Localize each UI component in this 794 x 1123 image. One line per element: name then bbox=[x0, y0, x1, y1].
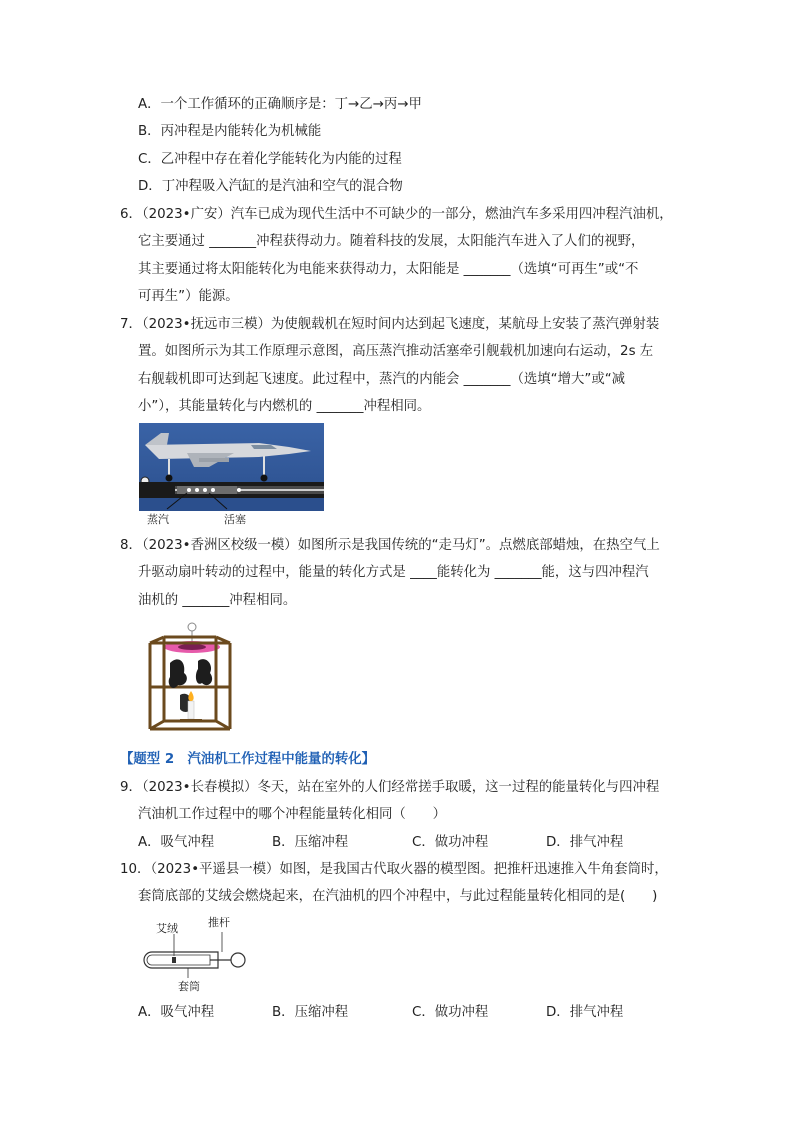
q9-line-2: 汽油机工作过程中的哪个冲程能量转化相同（ ） bbox=[138, 807, 446, 822]
moxa-label: 艾绒 bbox=[156, 922, 178, 935]
q6-line-1: 6．（2023•广安）汽车已成为现代生活中不可缺少的一部分，燃油汽车多采用四冲程汽油机， bbox=[120, 207, 673, 222]
q8-line-2: 升驱动扇叶转动的过程中，能量的转化方式是 ____能转化为 _______能，这与四冲程汽 bbox=[138, 565, 649, 580]
q9-option-a: A．吸气冲程 bbox=[138, 835, 215, 850]
q6-line-2: 它主要通过 _______冲程获得动力。随着科技的发展，太阳能汽车进入了人们的视野， bbox=[138, 234, 645, 249]
q8-line-1: 8．（2023•香洲区校级一模）如图所示是我国传统的“走马灯”。点燃底部蜡烛，在热空气上 bbox=[120, 538, 660, 553]
push-rod-label: 推杆 bbox=[208, 916, 230, 929]
fire-piston-figure bbox=[138, 930, 248, 980]
q9-option-c: C．做功冲程 bbox=[412, 835, 489, 850]
lantern-figure bbox=[140, 621, 240, 739]
q7-line-1: 7．（2023•抚远市三模）为使舰载机在短时间内达到起飞速度，某航母上安装了蒸汽弹射装 bbox=[120, 317, 660, 332]
q5-option-c: C．乙冲程中存在着化学能转化为内能的过程 bbox=[138, 152, 402, 167]
steam-label: 蒸汽 bbox=[147, 513, 169, 526]
q9-option-d: D．排气冲程 bbox=[546, 835, 624, 850]
section-heading: 【题型 2 汽油机工作过程中能量的转化】 bbox=[120, 752, 376, 767]
q5-option-d: D．丁冲程吸入汽缸的是汽油和空气的混合物 bbox=[138, 179, 403, 194]
q10-line-1: 10．（2023•平遥县一模）如图，是我国古代取火器的模型图。把推杆迅速推入牛角套筒时， bbox=[120, 862, 668, 877]
q10-option-c: C．做功冲程 bbox=[412, 1005, 489, 1020]
piston-label: 活塞 bbox=[224, 513, 246, 526]
q10-option-a: A．吸气冲程 bbox=[138, 1005, 215, 1020]
q6-line-3: 其主要通过将太阳能转化为电能来获得动力，太阳能是 _______（选填“可再生”或“不 bbox=[138, 262, 639, 277]
sleeve-tube-label: 套筒 bbox=[178, 980, 200, 993]
q7-line-4: 小”），其能量转化与内燃机的 _______冲程相同。 bbox=[138, 399, 431, 414]
q5-option-a: A．一个工作循环的正确顺序是：丁→乙→丙→甲 bbox=[138, 97, 422, 112]
q9-line-1: 9．（2023•长春模拟）冬天，站在室外的人们经常搓手取暖，这一过程的能量转化与四冲程 bbox=[120, 780, 660, 795]
q5-option-b: B．丙冲程是内能转化为机械能 bbox=[138, 124, 322, 139]
q9-options bbox=[138, 834, 698, 852]
q8-line-3: 油机的 _______冲程相同。 bbox=[138, 593, 297, 608]
q10-option-b: B．压缩冲程 bbox=[272, 1005, 349, 1020]
q10-option-d: D．排气冲程 bbox=[546, 1005, 624, 1020]
q10-options bbox=[138, 1004, 698, 1022]
q6-line-4: 可再生”）能源。 bbox=[138, 289, 239, 304]
q9-option-b: B．压缩冲程 bbox=[272, 835, 349, 850]
catapult-figure bbox=[139, 423, 324, 511]
q7-line-2: 置。如图所示为其工作原理示意图，高压蒸汽推动活塞牵引舰载机加速向右运动，2s 左 bbox=[138, 344, 654, 359]
q7-line-3: 右舰载机即可达到起飞速度。此过程中，蒸汽的内能会 _______（选填“增大”或“减 bbox=[138, 372, 626, 387]
q10-line-2: 套筒底部的艾绒会燃烧起来，在汽油机的四个冲程中，与此过程能量转化相同的是( ) bbox=[138, 889, 658, 904]
